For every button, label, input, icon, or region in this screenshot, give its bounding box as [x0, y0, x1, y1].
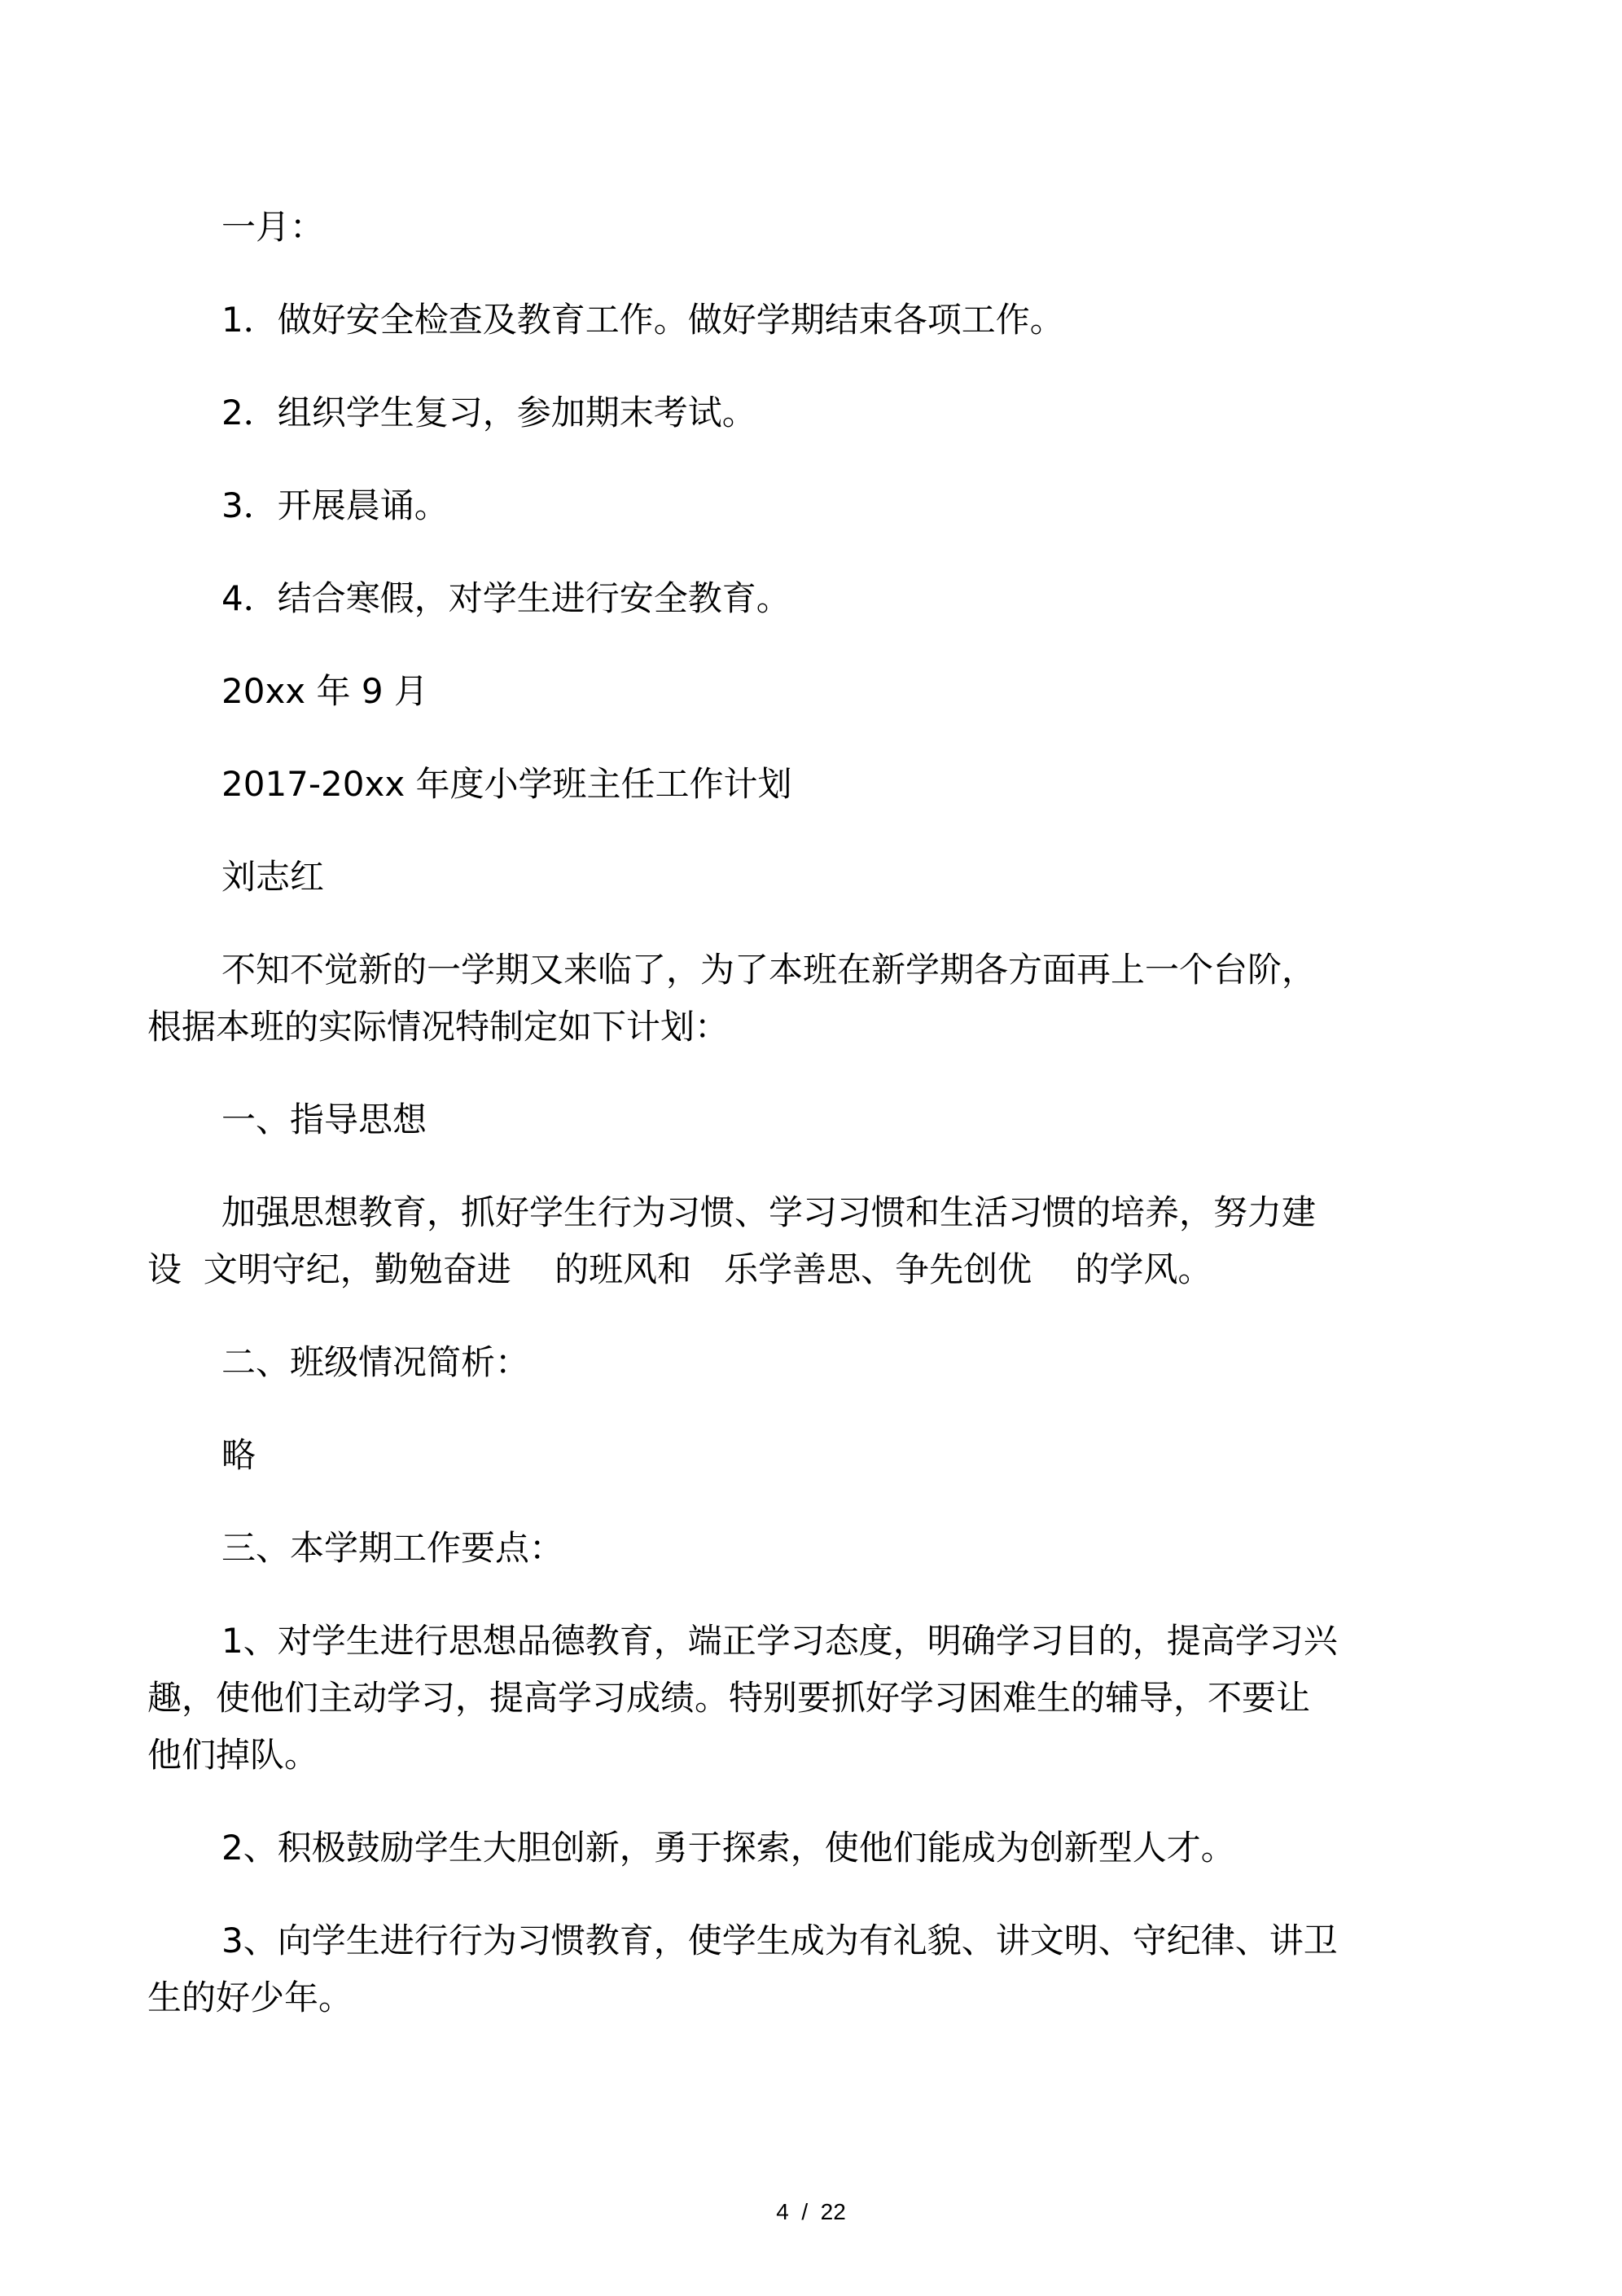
list-item-3: 3．开展晨诵。 [221, 485, 449, 525]
intro-paragraph-line-2: 根据本班的实际情况特制定如下计划： [147, 1007, 730, 1047]
list-item-4: 4．结合寒假，对学生进行安全教育。 [221, 578, 791, 618]
point-3-line-1: 3、向学生进行行为习惯教育，使学生成为有礼貌、讲文明、守纪律、讲卫 [221, 1921, 1338, 1960]
point-1-line-3: 他们掉队。 [147, 1735, 319, 1775]
date-line: 20xx 年 9 月 [221, 671, 428, 711]
point-3-line-2: 生的好少年。 [147, 1978, 353, 2017]
point-1-line-1: 1、对学生进行思想品德教育，端正学习态度，明确学习目的，提高学习兴 [221, 1621, 1338, 1661]
class-analysis-text: 略 [221, 1435, 256, 1475]
guiding-paragraph-line-2: 设 文明守纪，勤勉奋进 的班风和 乐学善思、争先创优 的学风。 [147, 1249, 1212, 1289]
point-2: 2、积极鼓励学生大胆创新，勇于探索，使他们能成为创新型人才。 [221, 1828, 1235, 1868]
month-heading: 一月： [221, 207, 325, 247]
author-name: 刘志红 [221, 857, 325, 897]
section-heading-2: 二、班级情况简析： [221, 1342, 530, 1382]
list-item-1: 1．做好安全检查及教育工作。做好学期结束各项工作。 [221, 300, 1064, 340]
section-heading-1: 一、指导思想 [221, 1100, 427, 1139]
plan-title: 2017-20xx 年度小学班主任工作计划 [221, 764, 792, 804]
page-number: 4 / 22 [776, 2199, 846, 2224]
list-item-2: 2．组织学生复习，参加期末考试。 [221, 393, 756, 432]
guiding-paragraph-line-1: 加强思想教育，抓好学生行为习惯、学习习惯和生活习惯的培养，努力建 [221, 1192, 1317, 1232]
point-1-line-2: 趣，使他们主动学习，提高学习成绩。特别要抓好学习困难生的辅导，不要让 [147, 1678, 1311, 1718]
section-heading-3: 三、本学期工作要点： [221, 1528, 564, 1568]
intro-paragraph-line-1: 不知不觉新的一学期又来临了，为了本班在新学期各方面再上一个台阶， [221, 950, 1317, 990]
